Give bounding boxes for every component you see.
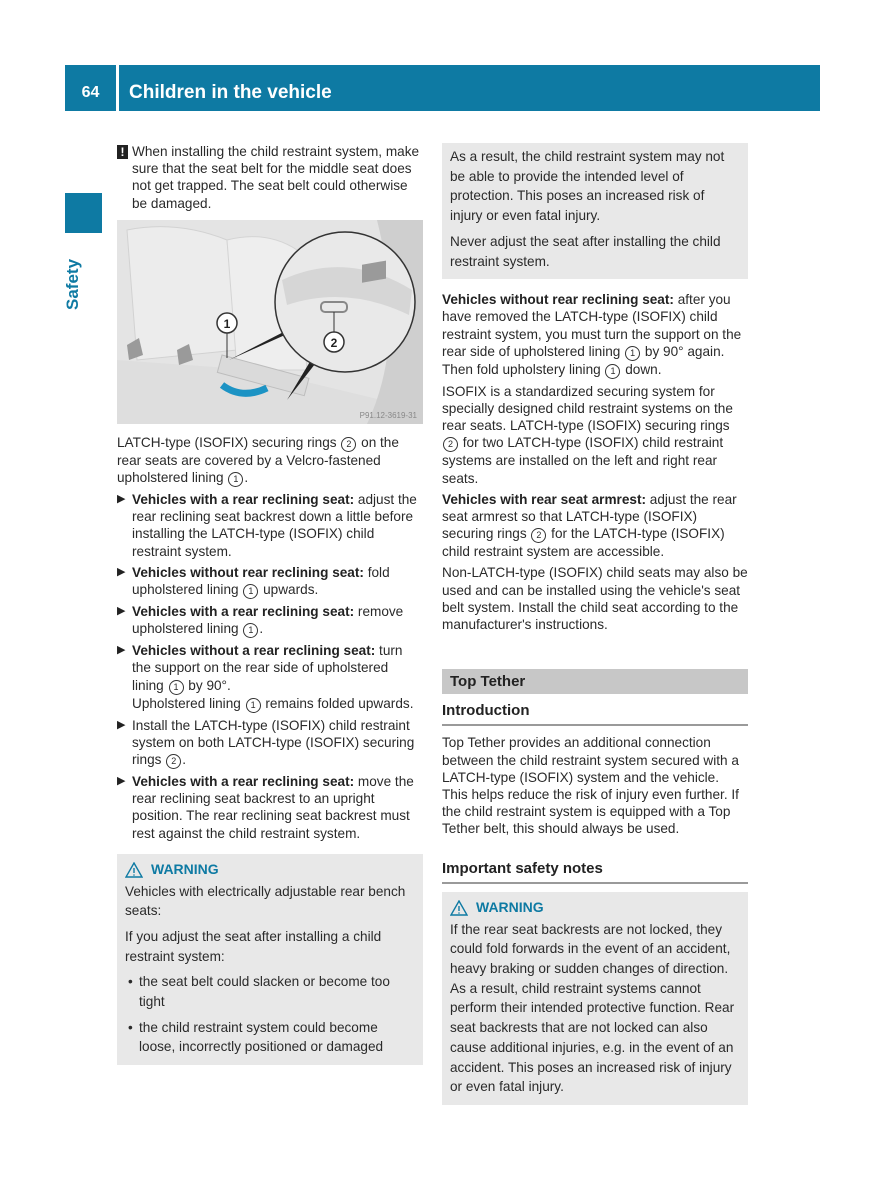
callout-1-icon: 1 [625,346,640,361]
warning-box [442,892,748,1105]
callout-2-icon: 2 [531,528,546,543]
warning-triangle-icon [125,862,143,878]
warning-text: As a result, the child restraint system may not be able to provide the intended level of protection. This poses an increased risk of injury or even fatal injury. [450,149,725,224]
warning-text: Vehicles with electrically adjustable rear bench seats: [125,883,406,919]
step-item: ▶ Vehicles with a rear reclining seat: remove upholstered lining 1 . [117,604,404,637]
step-item: ▶ Install the LATCH-type (ISOFIX) child restraint system on both LATCH-type (ISOFIX) securing rings 2 . [117,717,415,768]
warning-triangle-icon [450,900,468,916]
section-heading-top-tether: Top Tether [442,669,748,694]
callout-1-icon: 1 [243,623,258,638]
callout-2-icon: 2 [443,437,458,452]
callout-1-icon: 1 [169,680,184,695]
page-header [65,65,820,111]
step-item: ▶ Vehicles with a rear reclining seat: adjust the rear reclining seat backrest down a little before installing the LATCH-type (ISOFIX) child restraint system. [117,492,417,559]
callout-1-icon: 1 [228,472,243,487]
warning-heading: WARNING [450,898,740,918]
seat-diagram-icon [117,220,423,424]
svg-text:1: 1 [223,316,231,331]
step-item: ▶ Vehicles without a rear reclining seat: turn the support on the rear side of upholstered lining 1 by 90°. Upholstered lining 1 remains folded upwards. [117,643,414,711]
svg-text:P91.12-3619-31: P91.12-3619-31 [359,410,417,420]
triangle-right-icon: ▶ [117,565,126,578]
triangle-right-icon: ▶ [117,644,126,657]
callout-1-icon: 1 [246,698,261,713]
paragraph-isofix: ISOFIX is a standardized securing system for specially designed child restraint systems on the rear seats. LATCH-type (ISOFIX) securing rings 2 for two LATCH-type (ISOFIX) child restraint systems are installed on the left and right rear seats. [442,383,733,486]
callout-1-icon: 1 [243,584,258,599]
step-item: ▶ Vehicles with a rear reclining seat: move the rear reclining seat backrest to an upright position. The rear reclining seat backrest must rest against the child restraint system. [117,774,414,841]
triangle-right-icon: ▶ [117,775,126,788]
warning-bullet: • the seat belt could slacken or become too tight [125,972,415,1011]
paragraph-without-reclining: Vehicles without rear reclining seat: after you have removed the LATCH-type (ISOFIX) child restraint system, you must turn the support on the rear side of upholstered lining 1 by 90° again. Then fold upholstery lining 1 down. [442,292,742,377]
triangle-right-icon: ▶ [117,493,126,506]
warning-text: If you adjust the seat after installing a child restraint system: [125,928,382,964]
header-divider [116,65,119,111]
seat-illustration [117,220,423,424]
right-column [442,143,748,1105]
step-item: ▶ Vehicles without rear reclining seat: fold upholstered lining 1 upwards. [117,564,390,598]
page-number: 64 [81,84,100,101]
intro-text: Top Tether provides an additional connection between the child restraint system secured with a LATCH-type (ISOFIX) system and the vehicle. This helps reduce the risk of injury even further. If the child restraint system is equipped with a Top Tether belt, this should always be used. [442,735,739,837]
paragraph-non-latch: Non-LATCH-type (ISOFIX) child seats may also be used and can be installed using the vehicle's seat belt system. Install the child seat according to the manufacturer's instructions. [442,565,748,633]
note-text: When installing the child restraint system, make sure that the seat belt for the middle seat does not get trapped. The seat belt could otherwise be damaged. [132,144,420,211]
callout-1-icon: 1 [605,364,620,379]
callout-2-icon: 2 [166,754,181,769]
subheading-safety-notes: Important safety notes [442,860,748,884]
exclamation-icon: ! [117,145,128,159]
callout-2-icon: 2 [341,437,356,452]
side-tab-label: Safety [63,258,82,310]
warning-bullet: • the child restraint system could become loose, incorrectly positioned or damaged [125,1018,415,1057]
svg-text:2: 2 [330,335,338,350]
warning-text: If the rear seat backrests are not locked, they could fold forwards in the event of an accident, heavy braking or sudden changes of direction. As a result, child restraint systems cannot perform their intended protective function. Rear seat backrests that are not locked can also cause additional injuries, e.g. in the event of an accident. This poses an increased risk of injury or even fatal injury. [450,921,735,1095]
intro-paragraph: LATCH-type (ISOFIX) securing rings 2 on the rear seats are covered by a Velcro-fastened upholstered lining 1 . [117,434,399,486]
subheading-introduction: Introduction [442,702,748,726]
damage-note [117,143,423,212]
warning-text: Never adjust the seat after installing the child restraint system. [450,233,721,269]
warning-continuation-box [442,143,748,279]
side-tab-marker [65,193,102,233]
warning-box [117,854,423,1065]
triangle-right-icon: ▶ [117,718,126,731]
chapter-title: Children in the vehicle [129,82,332,103]
left-column [117,143,423,1065]
triangle-right-icon: ▶ [117,605,126,618]
warning-heading: WARNING [125,860,415,880]
paragraph-armrest: Vehicles with rear seat armrest: adjust the rear seat armrest so that LATCH-type (ISOFIX) securing rings 2 for the LATCH-type (ISOFIX) child restraint system are accessible. [442,491,737,560]
